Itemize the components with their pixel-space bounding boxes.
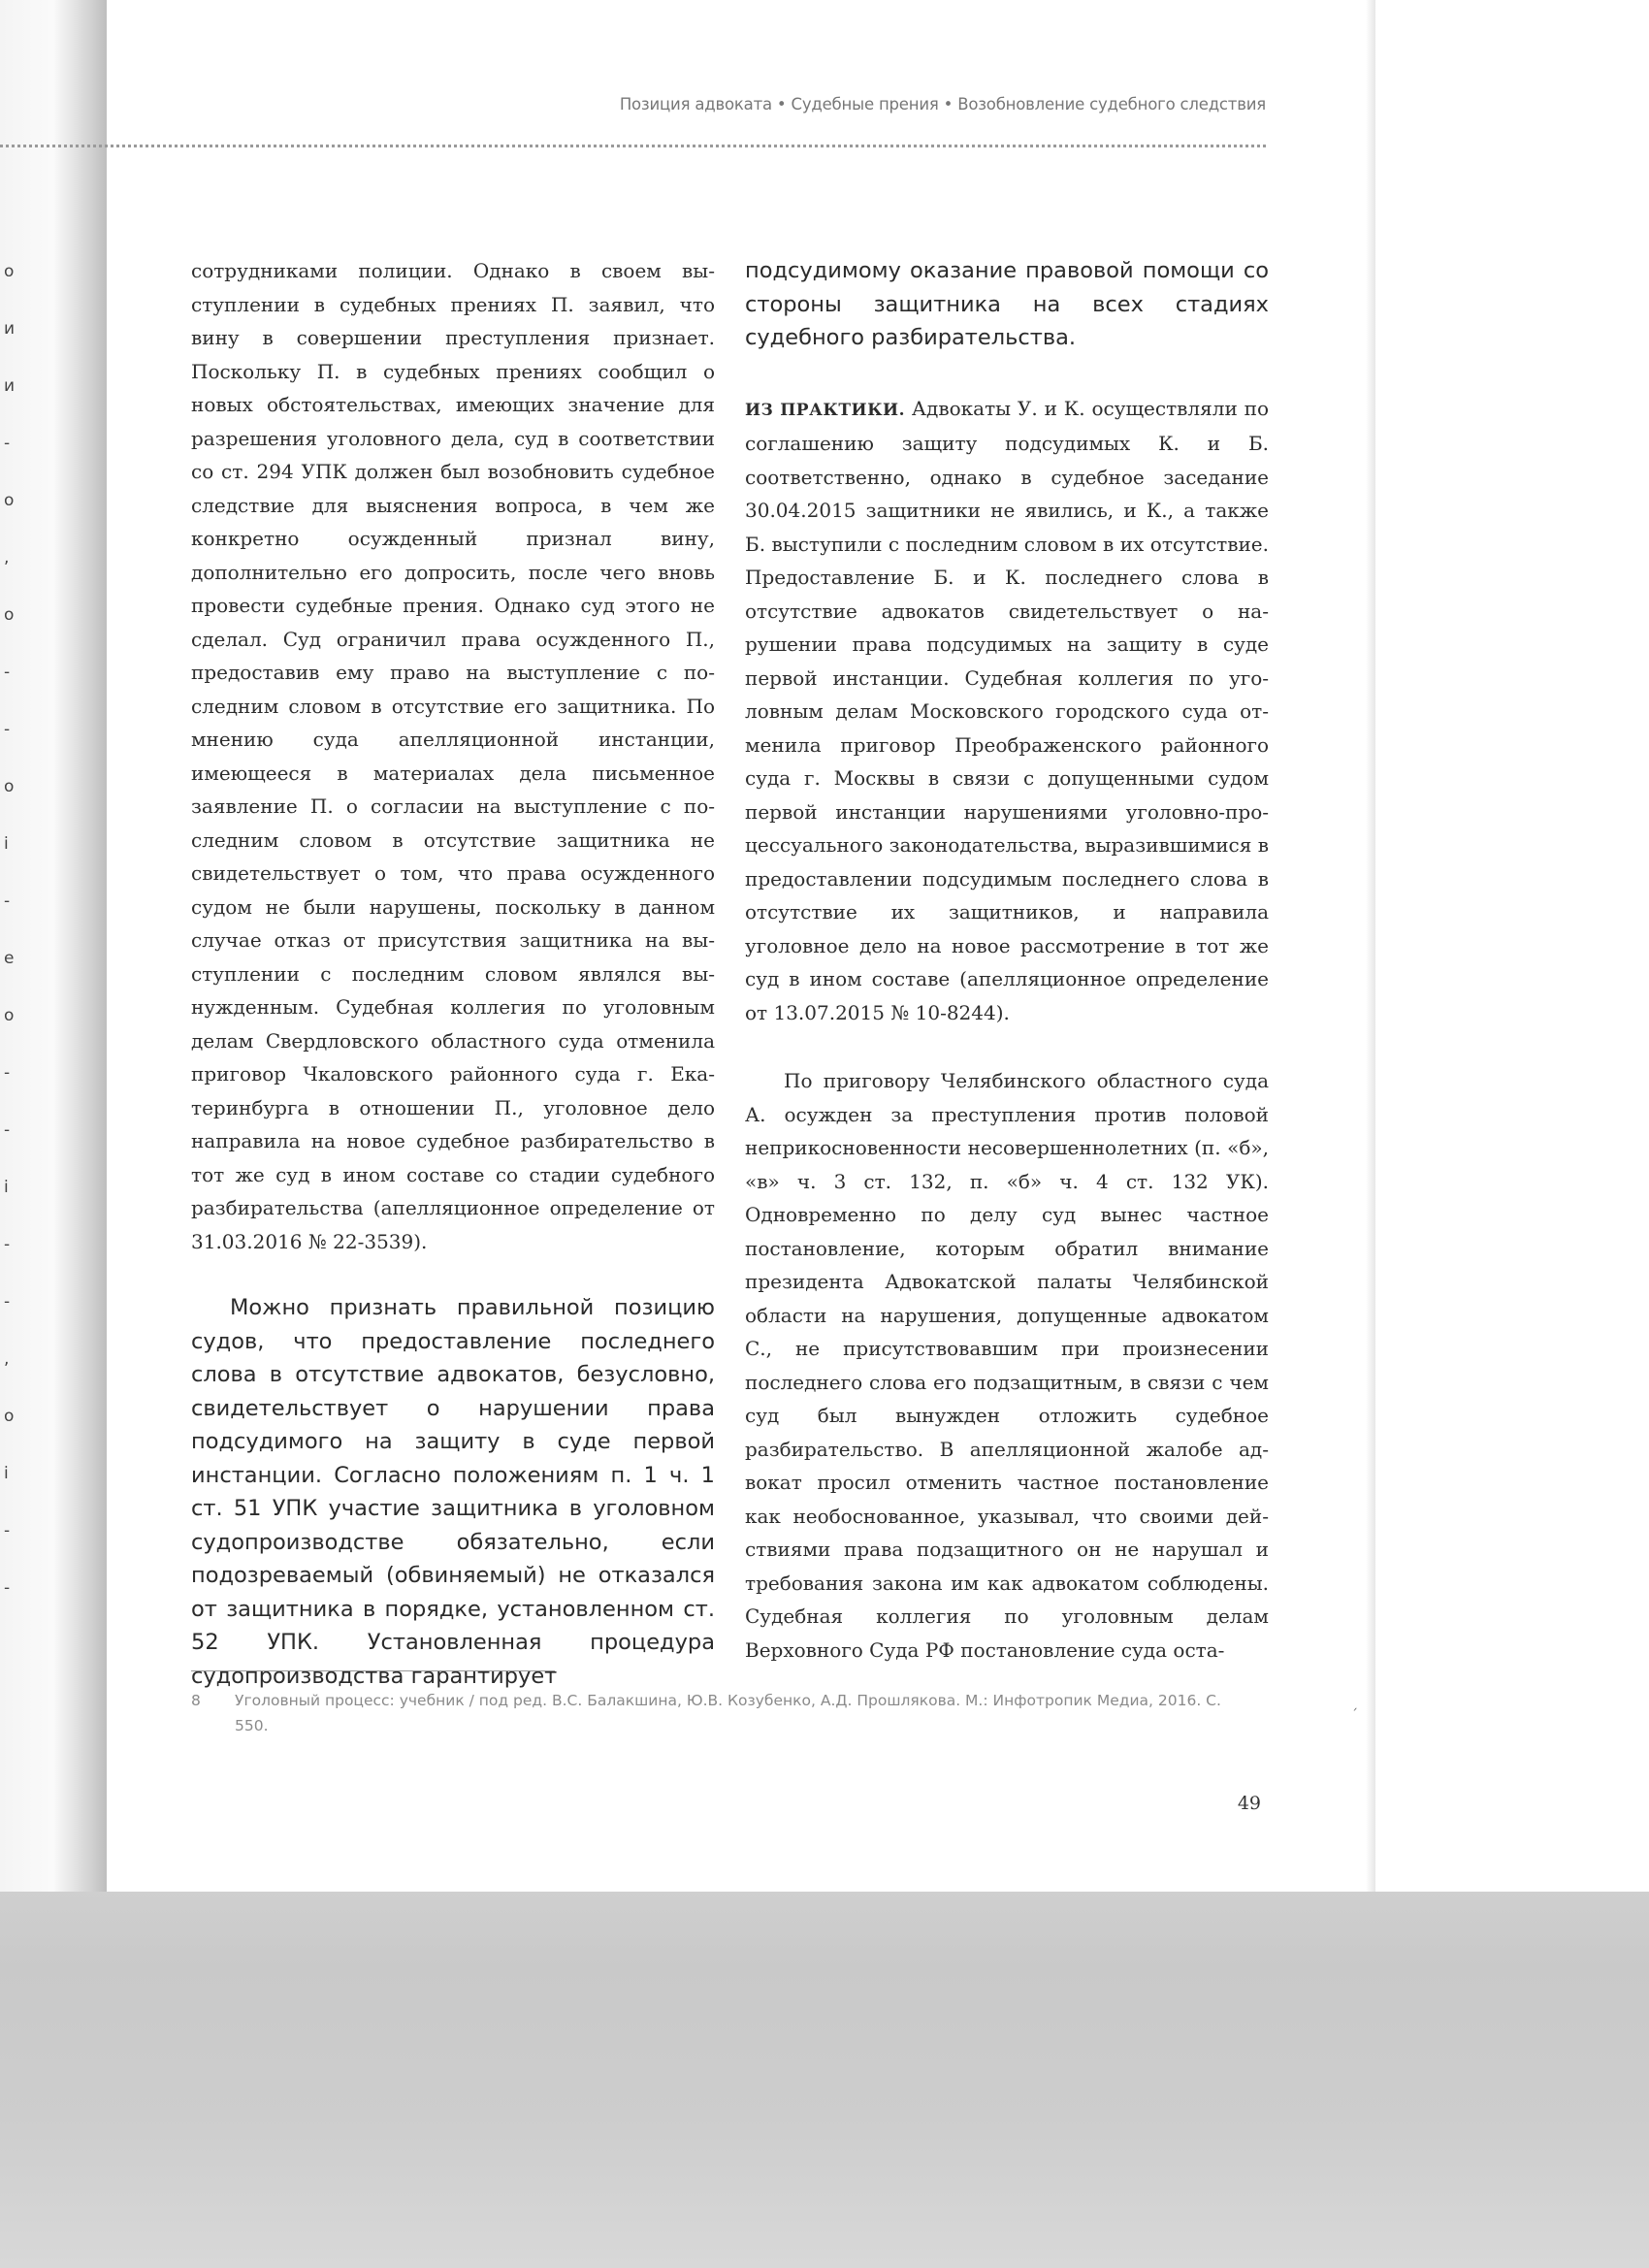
paragraph-main-text: Можно признать правильной позицию судов, что предоставление последнего слова в отсутствие адвокатов, безусловно, свидетельствует о нарушении права подсудимого на защиту в суде первой инстанции. Согласно положениям п. 1 ч. 1 ст. 51 УПК участие защитника в уголовном судопроизводстве обязательно, если подозреваемый (обвиняемый) не отказался от защитника в порядке, установленном ст. 52 УПК. Установленная процедура судопроизводства гарантирует [191,1295,715,1689]
margin-fragment: - [4,1063,11,1083]
left-column [191,254,715,1693]
header-dotted-rule [0,145,1266,147]
margin-fragment: - [4,434,11,453]
margin-fragment: - [4,720,11,739]
footnote-text: Уголовный процесс: учебник / под ред. В.С. Балакшина, Ю.В. Козубенко, А.Д. Прошлякова. М.: Инфотропик Медиа, 2016. С. 550. [235,1692,1221,1734]
practice-text: Адвокаты У. и К. осуществляли по соглашению защиту подсудимых К. и Б. соответственно, однако в судебное заседание 30.04.2015 защитники не явились, и К., а также Б. выступили с последним словом в их отсутствие. Предоставление Б. и К. последнего слова в отсутствие адвокатов свидетельствует о нарушении права подсудимых на защиту в суде первой инстанции. Судебная коллегия по уголовным делам Московского городского суда отменила приговор Преображенского районного суда г. Москвы в связи с допущенными судом первой инстанции нарушениями уголовно-процессуального законодательства, выразившимися в предоставлении подсудимым последнего слова в отсутствие их защитников, и направила уголовное дело на новое рассмотрение в тот же суд в ином составе (апелляционное определение от 13.07.2015 № 10-8244). [745,396,1270,1024]
paragraph-continuation: подсудимому оказание правовой помощи со стороны защитника на всех стадиях судебного разбирательства. [745,258,1269,350]
margin-fragment: о [4,605,15,625]
footnote-number: 8 [191,1692,201,1709]
paragraph-case-p: сотрудниками полиции. Однако в своем выступлении в судебных прениях П. заявил, что вину в совершении преступления признает. Поскольку П. в судебных прениях сообщил о новых обстоятельствах, имеющих значение для разрешения уголовного дела, суд в соответствии со ст. 294 УПК должен был возобновить судебное следствие для выяснения вопроса, в чем же конкретно осужденный признал вину, дополнительно его допросить, после чего вновь провести судебные прения. Однако суд этого не сделал. Суд ограничил права осужденного П., предоставив ему право на выступление с последним словом в отсутствие его защитника. По мнению суда апелляционной инстанции, имеющееся в материалах дела письменное заявление П. о согласии на выступление с последним словом в отсутствие защитника не свидетельствует о том, что права осужденного судом не были нарушены, поскольку в данном случае отказ от присутствия защитника на выступлении с последним словом являлся вынужденным. Судебная коллегия по уголовным делам Свердловского областного суда отменила приговор Чкаловского районного суда г. Екатеринбурга в отношении П., уголовное дело направила на новое судебное разбирательство в тот же суд в ином составе со стадии судебного разбирательства (апелляционное определение от 31.03.2016 № 22-3539). [191,259,715,1253]
margin-fragment: - [4,1578,11,1598]
scanner-shadow [0,1892,1649,2268]
practice-block [745,392,1269,1030]
margin-fragment: і [4,1178,9,1197]
margin-fragment: е [4,949,15,968]
practice-label: ИЗ ПРАКТИКИ. [745,400,906,420]
footnote-rule [191,1670,555,1671]
margin-fragment: - [4,1120,11,1140]
running-header: Позиция адвоката • Судебные прения • Возобновление судебного следствия [619,95,1266,113]
margin-fragment: и [4,319,16,339]
right-margin [1375,0,1649,1896]
margin-fragment: , [4,548,10,567]
margin-fragment: - [4,663,11,682]
margin-fragment: і [4,1464,9,1483]
page-edge-shadow [1366,0,1375,1896]
margin-fragment: і [4,834,9,854]
margin-fragment: - [4,891,11,911]
margin-fragment: о [4,777,15,796]
page-number: 49 [1237,1793,1261,1814]
margin-fragment: , [4,1349,10,1369]
pencil-tick-mark: ˏ [1351,1696,1358,1711]
book-gutter [0,0,107,1896]
margin-fragment: о [4,1407,15,1426]
margin-fragment: - [4,1235,11,1254]
right-column [745,254,1269,1667]
paragraph-chelyabinsk-case: По приговору Челябинского областного суда А. осужден за преступления против половой неприкосновенности несовершеннолетних (п. «б», «в» ч. 3 ст. 132, п. «б» ч. 4 ст. 132 УК). Одновременно по делу суд вынес частное постановление, которым обратил внимание президента Адвокатской палаты Челябинской области на нарушения, допущенные адвокатом С., не присутствовавшим при произнесении последнего слова его подзащитным, в связи с чем суд был вынужден отложить судебное разбирательство. В апелляционной жалобе адвокат просил отменить частное постановление как необоснованное, указывал, что своими действиями права подзащитного он не нарушал и требования закона им как адвокатом соблюдены. Судебная коллегия по уголовным делам Верховного Суда РФ постановление суда оста- [745,1069,1269,1662]
margin-fragment: и [4,376,16,396]
margin-fragment: о [4,262,15,281]
margin-fragment: о [4,491,15,510]
margin-fragment: - [4,1521,11,1540]
margin-fragment: о [4,1006,15,1025]
margin-fragment: - [4,1292,11,1312]
